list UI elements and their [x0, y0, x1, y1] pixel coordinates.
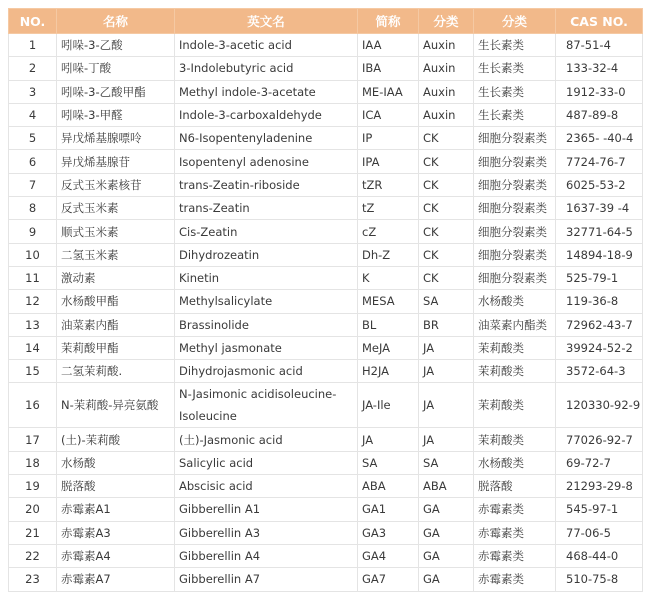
cell-english-name: Gibberellin A7: [175, 568, 358, 591]
cell-class-chinese: 细胞分裂素类: [474, 150, 556, 173]
table-row: [9, 544, 643, 567]
cell-english-name: Isopentenyl adenosine: [175, 150, 358, 173]
cell-class-chinese: 细胞分裂素类: [474, 127, 556, 150]
cell-abbreviation: GA4: [358, 544, 419, 567]
cell-english-name: (土)-Jasmonic acid: [175, 428, 358, 451]
cell-english-name: Indole-3-carboxaldehyde: [175, 103, 358, 126]
cell-cas-no: 3572-64-3: [556, 360, 643, 383]
table-row: [9, 266, 643, 289]
cell-abbreviation: IAA: [358, 34, 419, 57]
hormone-table: [8, 8, 643, 592]
cell-chinese-name: 茉莉酸甲酯: [57, 336, 175, 359]
cell-abbreviation: ICA: [358, 103, 419, 126]
header-abbreviation: 简称: [358, 9, 419, 34]
cell-no: 15: [9, 360, 57, 383]
table-row: [9, 360, 643, 383]
table-header-row: [9, 9, 643, 34]
cell-cas-no: 119-36-8: [556, 290, 643, 313]
cell-class-chinese: 细胞分裂素类: [474, 173, 556, 196]
cell-abbreviation: IPA: [358, 150, 419, 173]
cell-class-chinese: 赤霉素类: [474, 568, 556, 591]
cell-class-chinese: 细胞分裂素类: [474, 197, 556, 220]
cell-abbreviation: MeJA: [358, 336, 419, 359]
header-class: 分类: [419, 9, 474, 34]
table-row: [9, 127, 643, 150]
cell-no: 10: [9, 243, 57, 266]
cell-class-chinese: 生长素类: [474, 103, 556, 126]
cell-english-name: Methylsalicylate: [175, 290, 358, 313]
cell-english-name: Gibberellin A1: [175, 498, 358, 521]
cell-cas-no: 7724-76-7: [556, 150, 643, 173]
cell-no: 17: [9, 428, 57, 451]
cell-class-chinese: 水杨酸类: [474, 290, 556, 313]
cell-abbreviation: tZR: [358, 173, 419, 196]
cell-english-name: Gibberellin A4: [175, 544, 358, 567]
cell-cas-no: 72962-43-7: [556, 313, 643, 336]
cell-cas-no: 21293-29-8: [556, 475, 643, 498]
cell-class-chinese: 水杨酸类: [474, 451, 556, 474]
cell-no: 14: [9, 336, 57, 359]
cell-chinese-name: 赤霉素A3: [57, 521, 175, 544]
table-row: [9, 498, 643, 521]
cell-english-name: Indole-3-acetic acid: [175, 34, 358, 57]
cell-english-name: trans-Zeatin: [175, 197, 358, 220]
cell-chinese-name: 异戊烯基腺苷: [57, 150, 175, 173]
table-row: [9, 521, 643, 544]
table-row: [9, 197, 643, 220]
table-row: [9, 568, 643, 591]
table-row: [9, 103, 643, 126]
cell-class-chinese: 茉莉酸类: [474, 383, 556, 428]
cell-abbreviation: cZ: [358, 220, 419, 243]
table-row: [9, 383, 643, 428]
cell-abbreviation: GA7: [358, 568, 419, 591]
cell-class-chinese: 脱落酸: [474, 475, 556, 498]
cell-cas-no: 510-75-8: [556, 568, 643, 591]
cell-class: CK: [419, 220, 474, 243]
cell-class: Auxin: [419, 57, 474, 80]
header-english-name: 英文名: [175, 9, 358, 34]
cell-chinese-name: 吲哚-丁酸: [57, 57, 175, 80]
cell-class-chinese: 生长素类: [474, 34, 556, 57]
header-no: NO.: [9, 9, 57, 34]
cell-english-name: Brassinolide: [175, 313, 358, 336]
cell-chinese-name: (土)-茉莉酸: [57, 428, 175, 451]
cell-cas-no: 120330-92-9: [556, 383, 643, 428]
cell-class: Auxin: [419, 103, 474, 126]
cell-abbreviation: IP: [358, 127, 419, 150]
cell-cas-no: 525-79-1: [556, 266, 643, 289]
cell-no: 23: [9, 568, 57, 591]
cell-class-chinese: 赤霉素类: [474, 498, 556, 521]
header-cas-no: CAS NO.: [556, 9, 643, 34]
cell-class: CK: [419, 173, 474, 196]
header-chinese-name: 名称: [57, 9, 175, 34]
cell-abbreviation: GA1: [358, 498, 419, 521]
table-body: [9, 34, 643, 592]
cell-cas-no: 77026-92-7: [556, 428, 643, 451]
cell-cas-no: 14894-18-9: [556, 243, 643, 266]
table-row: [9, 428, 643, 451]
cell-abbreviation: ABA: [358, 475, 419, 498]
cell-class: JA: [419, 383, 474, 428]
cell-no: 2: [9, 57, 57, 80]
cell-chinese-name: 脱落酸: [57, 475, 175, 498]
cell-class-chinese: 细胞分裂素类: [474, 220, 556, 243]
cell-class: CK: [419, 243, 474, 266]
cell-chinese-name: N-茉莉酸-异亮氨酸: [57, 383, 175, 428]
cell-no: 12: [9, 290, 57, 313]
cell-abbreviation: ME-IAA: [358, 80, 419, 103]
cell-cas-no: 69-72-7: [556, 451, 643, 474]
cell-class: CK: [419, 150, 474, 173]
cell-chinese-name: 水杨酸: [57, 451, 175, 474]
cell-no: 3: [9, 80, 57, 103]
cell-cas-no: 77-06-5: [556, 521, 643, 544]
cell-chinese-name: 水杨酸甲酯: [57, 290, 175, 313]
cell-english-name: Cis-Zeatin: [175, 220, 358, 243]
cell-class-chinese: 茉莉酸类: [474, 428, 556, 451]
cell-class-chinese: 生长素类: [474, 57, 556, 80]
cell-english-name: Dihydrozeatin: [175, 243, 358, 266]
cell-no: 13: [9, 313, 57, 336]
cell-no: 6: [9, 150, 57, 173]
cell-chinese-name: 赤霉素A7: [57, 568, 175, 591]
cell-class: CK: [419, 266, 474, 289]
cell-chinese-name: 反式玉米素: [57, 197, 175, 220]
cell-abbreviation: SA: [358, 451, 419, 474]
cell-class: GA: [419, 521, 474, 544]
cell-class: JA: [419, 428, 474, 451]
cell-chinese-name: 吲哚-3-甲醛: [57, 103, 175, 126]
cell-no: 1: [9, 34, 57, 57]
cell-abbreviation: Dh-Z: [358, 243, 419, 266]
cell-class: SA: [419, 451, 474, 474]
cell-chinese-name: 二氢玉米素: [57, 243, 175, 266]
table-row: [9, 475, 643, 498]
table-row: [9, 34, 643, 57]
cell-abbreviation: GA3: [358, 521, 419, 544]
cell-chinese-name: 反式玉米素核苷: [57, 173, 175, 196]
table-row: [9, 150, 643, 173]
table-row: [9, 220, 643, 243]
cell-chinese-name: 赤霉素A1: [57, 498, 175, 521]
cell-cas-no: 487-89-8: [556, 103, 643, 126]
cell-abbreviation: IBA: [358, 57, 419, 80]
cell-english-name: Methyl indole-3-acetate: [175, 80, 358, 103]
cell-chinese-name: 吲哚-3-乙酸甲酯: [57, 80, 175, 103]
cell-chinese-name: 顺式玉米素: [57, 220, 175, 243]
cell-class: CK: [419, 197, 474, 220]
cell-english-name: trans-Zeatin-riboside: [175, 173, 358, 196]
cell-cas-no: 39924-52-2: [556, 336, 643, 359]
cell-abbreviation: K: [358, 266, 419, 289]
cell-class-chinese: 赤霉素类: [474, 544, 556, 567]
cell-class-chinese: 生长素类: [474, 80, 556, 103]
cell-english-name: Gibberellin A3: [175, 521, 358, 544]
cell-english-name: Dihydrojasmonic acid: [175, 360, 358, 383]
cell-english-name: 3-Indolebutyric acid: [175, 57, 358, 80]
cell-abbreviation: JA: [358, 428, 419, 451]
cell-class: GA: [419, 544, 474, 567]
cell-cas-no: 2365- -40-4: [556, 127, 643, 150]
cell-cas-no: 32771-64-5: [556, 220, 643, 243]
cell-abbreviation: MESA: [358, 290, 419, 313]
cell-english-name: Kinetin: [175, 266, 358, 289]
cell-no: 21: [9, 521, 57, 544]
cell-class: JA: [419, 360, 474, 383]
cell-english-name: N-Jasimonic acidisoleucine-Isoleucine: [175, 383, 358, 428]
cell-no: 5: [9, 127, 57, 150]
table-row: [9, 313, 643, 336]
cell-cas-no: 545-97-1: [556, 498, 643, 521]
cell-class: ABA: [419, 475, 474, 498]
table-row: [9, 57, 643, 80]
cell-no: 16: [9, 383, 57, 428]
cell-class: GA: [419, 498, 474, 521]
cell-cas-no: 87-51-4: [556, 34, 643, 57]
cell-english-name: Methyl jasmonate: [175, 336, 358, 359]
table-row: [9, 80, 643, 103]
cell-no: 11: [9, 266, 57, 289]
cell-class-chinese: 茉莉酸类: [474, 360, 556, 383]
table-row: [9, 173, 643, 196]
cell-chinese-name: 赤霉素A4: [57, 544, 175, 567]
cell-abbreviation: tZ: [358, 197, 419, 220]
cell-class: Auxin: [419, 80, 474, 103]
cell-chinese-name: 激动素: [57, 266, 175, 289]
cell-cas-no: 1912-33-0: [556, 80, 643, 103]
hormone-table-container: [8, 8, 642, 592]
cell-no: 22: [9, 544, 57, 567]
header-class-chinese: 分类: [474, 9, 556, 34]
cell-english-name: Salicylic acid: [175, 451, 358, 474]
table-row: [9, 451, 643, 474]
cell-abbreviation: BL: [358, 313, 419, 336]
table-row: [9, 243, 643, 266]
cell-abbreviation: H2JA: [358, 360, 419, 383]
cell-no: 18: [9, 451, 57, 474]
cell-class-chinese: 细胞分裂素类: [474, 266, 556, 289]
cell-cas-no: 6025-53-2: [556, 173, 643, 196]
cell-class-chinese: 油菜素内酯类: [474, 313, 556, 336]
cell-class-chinese: 细胞分裂素类: [474, 243, 556, 266]
cell-class-chinese: 赤霉素类: [474, 521, 556, 544]
cell-no: 20: [9, 498, 57, 521]
cell-no: 19: [9, 475, 57, 498]
cell-cas-no: 133-32-4: [556, 57, 643, 80]
cell-no: 4: [9, 103, 57, 126]
cell-class: BR: [419, 313, 474, 336]
cell-cas-no: 1637-39 -4: [556, 197, 643, 220]
cell-english-name: N6-Isopentenyladenine: [175, 127, 358, 150]
cell-no: 8: [9, 197, 57, 220]
cell-chinese-name: 油菜素内酯: [57, 313, 175, 336]
cell-chinese-name: 二氢茉莉酸.: [57, 360, 175, 383]
cell-english-name: Abscisic acid: [175, 475, 358, 498]
cell-no: 9: [9, 220, 57, 243]
cell-no: 7: [9, 173, 57, 196]
cell-class-chinese: 茉莉酸类: [474, 336, 556, 359]
cell-class: SA: [419, 290, 474, 313]
cell-chinese-name: 吲哚-3-乙酸: [57, 34, 175, 57]
cell-class: JA: [419, 336, 474, 359]
cell-abbreviation: JA-Ile: [358, 383, 419, 428]
cell-class: GA: [419, 568, 474, 591]
cell-class: CK: [419, 127, 474, 150]
cell-class: Auxin: [419, 34, 474, 57]
table-row: [9, 290, 643, 313]
cell-chinese-name: 异戊烯基腺嘌呤: [57, 127, 175, 150]
table-row: [9, 336, 643, 359]
cell-cas-no: 468-44-0: [556, 544, 643, 567]
